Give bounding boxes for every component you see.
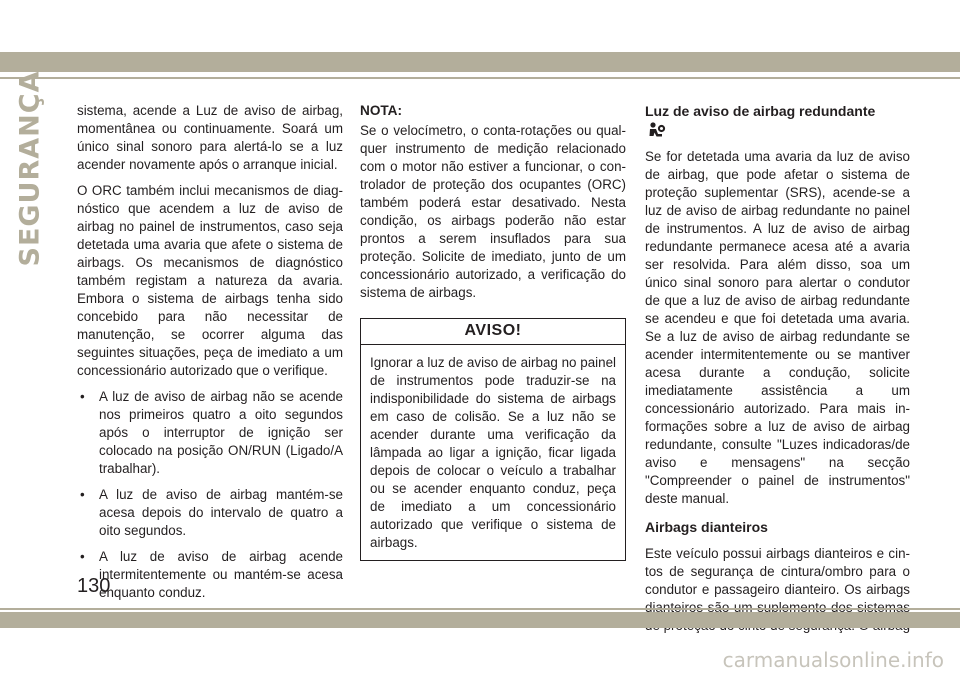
paragraph: O ORC também inclui mecanismos de diagnóstico que acendem a luz de aviso de airbag no painel de instrumentos, caso seja detetada uma avaria que afete o sistema de airbags. Os mecanismos de diagnóstico também registam a natureza da avaria. Embora o sistema de airbags tenha sido concebido para não necessitar de manutenção, se ocorrer alguma das seguintes situações, peça de imediato a um concessionário autorizado que o verifique.: [77, 183, 343, 378]
column-middle: [360, 102, 626, 561]
paragraph: sistema, acende a Luz de aviso de airbag, momentânea ou continuamente. Soará um único sinal sonoro para alertá-lo se a luz acender novamente após o arranque inicial.: [77, 103, 343, 172]
airbag-warning-icon: [647, 122, 667, 140]
section-heading: Luz de aviso de airbag redundante: [645, 103, 876, 119]
note-label: NOTA:: [360, 103, 403, 118]
section-heading: Airbags dianteiros: [645, 519, 768, 535]
footer-band: [0, 612, 960, 628]
column-right: [645, 102, 910, 643]
warning-text: Ignorar a luz de aviso de airbag no painel de instrumentos pode traduzir-se na indisponibilidade do sistema de airbags em caso de colisão. Se a luz não se acender durante uma verificação da lâmpada ao ligar a ignição, ficar ligada depois de colocar o veículo a trabalhar ou se acender enquanto conduz, peça de imediato a um concessionário autorizado que verifique o sistema de airbags.: [370, 355, 616, 550]
list-item: • A luz de aviso de airbag acende intermitentemente ou mantém-se acesa enquanto conduz.: [77, 548, 343, 602]
header-band: [0, 52, 960, 72]
paragraph: Se for detetada uma avaria da luz de aviso de airbag, que pode afetar o sistema de proteção suplementar (SRS), acende-se a luz de aviso de airbag redundante no painel de instrumentos. A luz de aviso de airbag redundante permanece acesa até a avaria ser resolvida. Para além disso, soa um único sinal sonoro para alertar o condutor de que a luz de aviso de airbag redundante se acendeu e que foi detetada uma avaria. Se a luz de aviso de airbag redundante se acender intermitentemente ou se mantiver acesa durante a condução, solicite imediatamente assistência a um concessionário autorizado. Para mais informações sobre a luz de aviso de airbag redundante, consulte "Luzes indicadoras/de aviso e mensagens" na secção "Compreender o painel de instrumentos" deste manual.: [645, 149, 910, 506]
footer-rule: [0, 608, 960, 610]
list-item: • A luz de aviso de airbag mantém-se acesa depois do intervalo de quatro a oito segundos.: [77, 486, 343, 540]
page-number: 130: [77, 575, 111, 597]
list-item: • A luz de aviso de airbag não se acende nos primeiros quatro a oito segundos após o interruptor de ignição ser colocado na posição ON/RUN (Ligado/A trabalhar).: [77, 388, 343, 478]
bullet-list: [77, 388, 343, 602]
paragraph: Este veículo possui airbags dianteiros e cintos de segurança de cintura/ombro para o condutor e passageiro dianteiro. Os airbags: [645, 546, 910, 597]
column-left: [77, 102, 343, 610]
warning-title: AVISO!: [361, 319, 625, 345]
section-tab: [10, 70, 50, 266]
note-text: Se o velocímetro, o conta-rotações ou qualquer instrumento de medição relacionado com o motor não estiver a funcionar, o controlador de proteção dos ocupantes (ORC) também poderá estar desativado. Nesta condição, os airbags poderão não estar prontos a serem insuflados para sua proteção. Solicite de imediato, junto de um concessionário autorizado, a verificação do sistema de airbags.: [360, 123, 626, 300]
header-rule: [0, 77, 960, 79]
watermark: carmanualsonline.info: [722, 648, 944, 672]
warning-box: [360, 318, 626, 561]
section-tab-label: SEGURANÇA: [14, 70, 46, 266]
